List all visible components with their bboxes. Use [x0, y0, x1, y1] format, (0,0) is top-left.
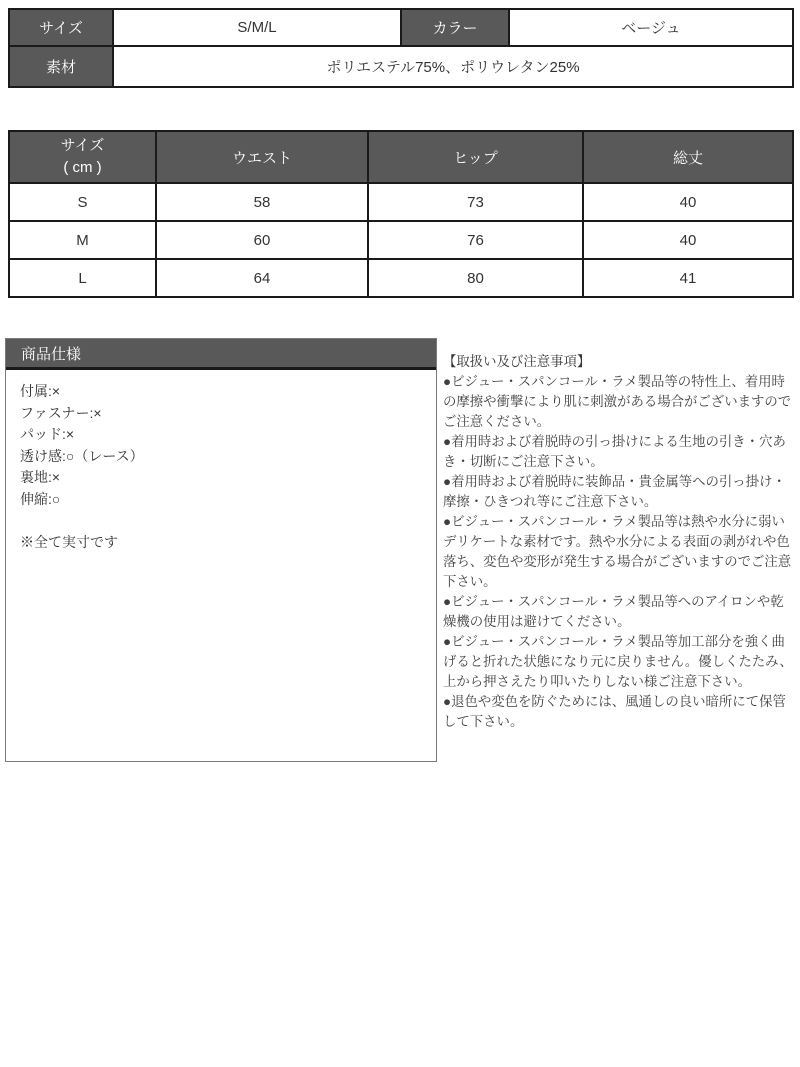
- precaution-item: ●退色や変色を防ぐためには、風通しの良い暗所にて保管して下さい。: [443, 694, 786, 729]
- size-value-cell: S/M/L: [113, 9, 401, 46]
- spec-line-sheerness: 透け感:○（レース）: [20, 447, 144, 464]
- color-label-cell: カラー: [401, 9, 509, 46]
- precautions-section: [443, 352, 797, 732]
- product-info-table: [8, 8, 794, 88]
- spec-measurement-note: ※全て実寸です: [20, 533, 118, 550]
- hip-cell: 80: [368, 259, 583, 297]
- waist-cell: 64: [156, 259, 368, 297]
- length-cell: 40: [583, 221, 793, 259]
- material-label-cell: 素材: [9, 46, 113, 87]
- spec-line-stretch: 伸縮:○: [20, 490, 61, 507]
- table-row: [9, 183, 793, 221]
- hip-header-cell: ヒップ: [368, 131, 583, 183]
- table-row: [9, 9, 793, 46]
- size-header-line2: ( cm ): [63, 159, 102, 176]
- table-row: [9, 259, 793, 297]
- length-cell: 40: [583, 183, 793, 221]
- spec-line-pad: パッド:×: [20, 426, 75, 442]
- waist-cell: 60: [156, 221, 368, 259]
- length-header-cell: 総丈: [583, 131, 793, 183]
- precaution-item: ●着用時および着脱時の引っ掛けによる生地の引き・穴あき・切断にご注意下さい。: [443, 434, 786, 469]
- size-cm-header-cell: [9, 131, 156, 183]
- waist-header-cell: ウエスト: [156, 131, 368, 183]
- precaution-item: ●ビジュー・スパンコール・ラメ製品等加工部分を強く曲げると折れた状態になり元に戻りません。優しくたたみ、上から押さえたり叩いたりしない様ご注意下さい。: [443, 634, 793, 689]
- precaution-item: ●着用時および着脱時に装飾品・貴金属等への引っ掛け・摩擦・ひきつれ等にご注意下さい。: [443, 474, 786, 509]
- length-cell: 41: [583, 259, 793, 297]
- size-cell: M: [9, 221, 156, 259]
- spec-box-title: 商品仕様: [6, 339, 436, 370]
- product-spec-box: [5, 338, 437, 762]
- material-value-cell: ポリエステル75%、ポリウレタン25%: [113, 46, 793, 87]
- color-value-cell: ベージュ: [509, 9, 793, 46]
- size-chart-header-row: [9, 131, 793, 183]
- size-header-line1: サイズ: [60, 137, 105, 154]
- size-cell: L: [9, 259, 156, 297]
- size-chart-table: [8, 130, 794, 298]
- size-label-cell: サイズ: [9, 9, 113, 46]
- precaution-item: ●ビジュー・スパンコール・ラメ製品等の特性上、着用時の摩擦や衝撃により肌に刺激がある場合がございますのでご注意ください。: [443, 374, 792, 429]
- precaution-item: ●ビジュー・スパンコール・ラメ製品等へのアイロンや乾燥機の使用は避けてください。: [443, 594, 784, 629]
- spec-line-accessories: 付属:×: [20, 383, 61, 399]
- spec-box-body: [6, 370, 436, 564]
- spec-line-lining: 裏地:×: [20, 469, 61, 485]
- hip-cell: 73: [368, 183, 583, 221]
- table-row: [9, 221, 793, 259]
- hip-cell: 76: [368, 221, 583, 259]
- table-row: [9, 46, 793, 87]
- precaution-item: ●ビジュー・スパンコール・ラメ製品等は熱や水分に弱いデリケートな素材です。熱や水分による表面の剥がれや色落ち、変色や変形が発生する場合がございますのでご注意下さい。: [443, 514, 792, 589]
- spec-line-fastener: ファスナー:×: [20, 404, 102, 421]
- waist-cell: 58: [156, 183, 368, 221]
- precautions-title: 【取扱い及び注意事項】: [443, 354, 591, 369]
- size-cell: S: [9, 183, 156, 221]
